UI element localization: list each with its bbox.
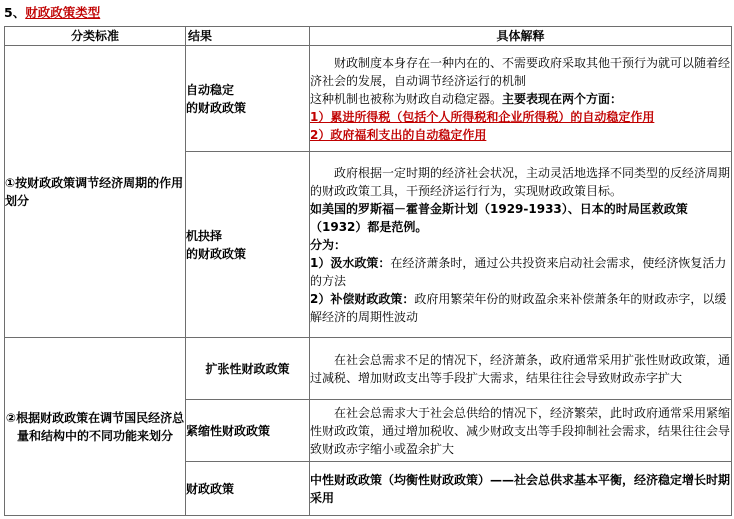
result-neutral: 财政政策 <box>186 462 310 516</box>
list-item-text: 在经济萧条时，通过公共投资来启动社会需求，使经济恢复活力的方法 <box>310 255 727 288</box>
list-item-progressive-tax: 1）累进所得税（包括个人所得税和企业所得税）的自动稳定作用 <box>310 109 655 124</box>
result-line: 自动稳定 <box>186 82 235 97</box>
paragraph <box>310 90 731 108</box>
header-criterion: 分类标准 <box>5 27 186 46</box>
explanation-expansionary <box>310 338 732 400</box>
criterion-function: ②根据财政政策在调节国民经济总量和结构中的不同功能来划分 <box>5 338 186 516</box>
criterion-cycle: ①按财政政策调节经济周期的作用划分 <box>5 46 186 338</box>
list-item-compensatory <box>310 290 731 326</box>
result-contractionary: 紧缩性财政政策 <box>186 400 310 462</box>
header-explanation: 具体解释 <box>310 27 732 46</box>
paragraph: 政府根据一定时期的经济社会状况，主动灵活地选择不同类型的反经济周期的财政政策工具，干预经济运行行为，实现财政政策目标。 <box>310 165 731 198</box>
header-result: 结果 <box>186 27 310 46</box>
explanation-automatic-stabilizer <box>310 46 732 152</box>
paragraph: 中性财政政策（均衡性财政政策）——社会总供求基本平衡，经济稳定增长时期采用 <box>310 472 731 505</box>
list-item-label: 2）补偿财政政策： <box>310 291 415 306</box>
section-number: 5、 <box>4 5 26 20</box>
header-row <box>5 27 732 46</box>
explanation-contractionary <box>310 400 732 462</box>
policy-types-table <box>4 26 732 516</box>
result-line: 机抉择 <box>186 228 223 243</box>
explanation-neutral <box>310 462 732 516</box>
result-discretionary <box>186 152 310 338</box>
result-automatic-stabilizer <box>186 46 310 152</box>
paragraph: 在社会总需求不足的情况下，经济萧条，政府通常采用扩张性财政政策，通过减税、增加财政支出等手段扩大需求，结果往往会导致财政赤字扩大 <box>310 352 731 385</box>
paragraph-divided: 分为： <box>310 237 347 252</box>
table-row <box>5 338 732 400</box>
explanation-discretionary <box>310 152 732 338</box>
paragraph: 财政制度本身存在一种内在的、不需要政府采取其他干预行为就可以随着经济社会的发展，自动调节经济运行的机制 <box>310 55 731 88</box>
section-heading <box>4 4 100 22</box>
list-item-text: 政府用繁荣年份的财政盈余来补偿萧条年的财政赤字，以缓解经济的周期性波动 <box>310 291 727 324</box>
list-item-label: 1）汲水政策： <box>310 255 391 270</box>
list-item-welfare-spending: 2）政府福利支出的自动稳定作用 <box>310 127 487 142</box>
paragraph-text: 这种机制也被称为财政自动稳定器。 <box>310 91 503 106</box>
list-item-pump-priming <box>310 254 731 290</box>
table-row <box>5 46 732 152</box>
paragraph-emphasis: 主要表现在两个方面： <box>502 91 623 106</box>
result-line: 的财政政策 <box>186 246 247 261</box>
paragraph-examples: 如美国的罗斯福－霍普金斯计划（1929-1933）、日本的时局匡救政策（1932）都是范例。 <box>310 201 688 234</box>
result-expansionary: 扩张性财政政策 <box>186 338 310 400</box>
result-line: 的财政政策 <box>186 100 247 115</box>
section-title: 财政政策类型 <box>25 5 101 20</box>
paragraph: 在社会总需求大于社会总供给的情况下，经济繁荣，此时政府通常采用紧缩性财政政策，通过增加税收、减少财政支出等手段抑制社会需求，结果往往会导致财政赤字缩小或盈余扩大 <box>310 405 731 456</box>
